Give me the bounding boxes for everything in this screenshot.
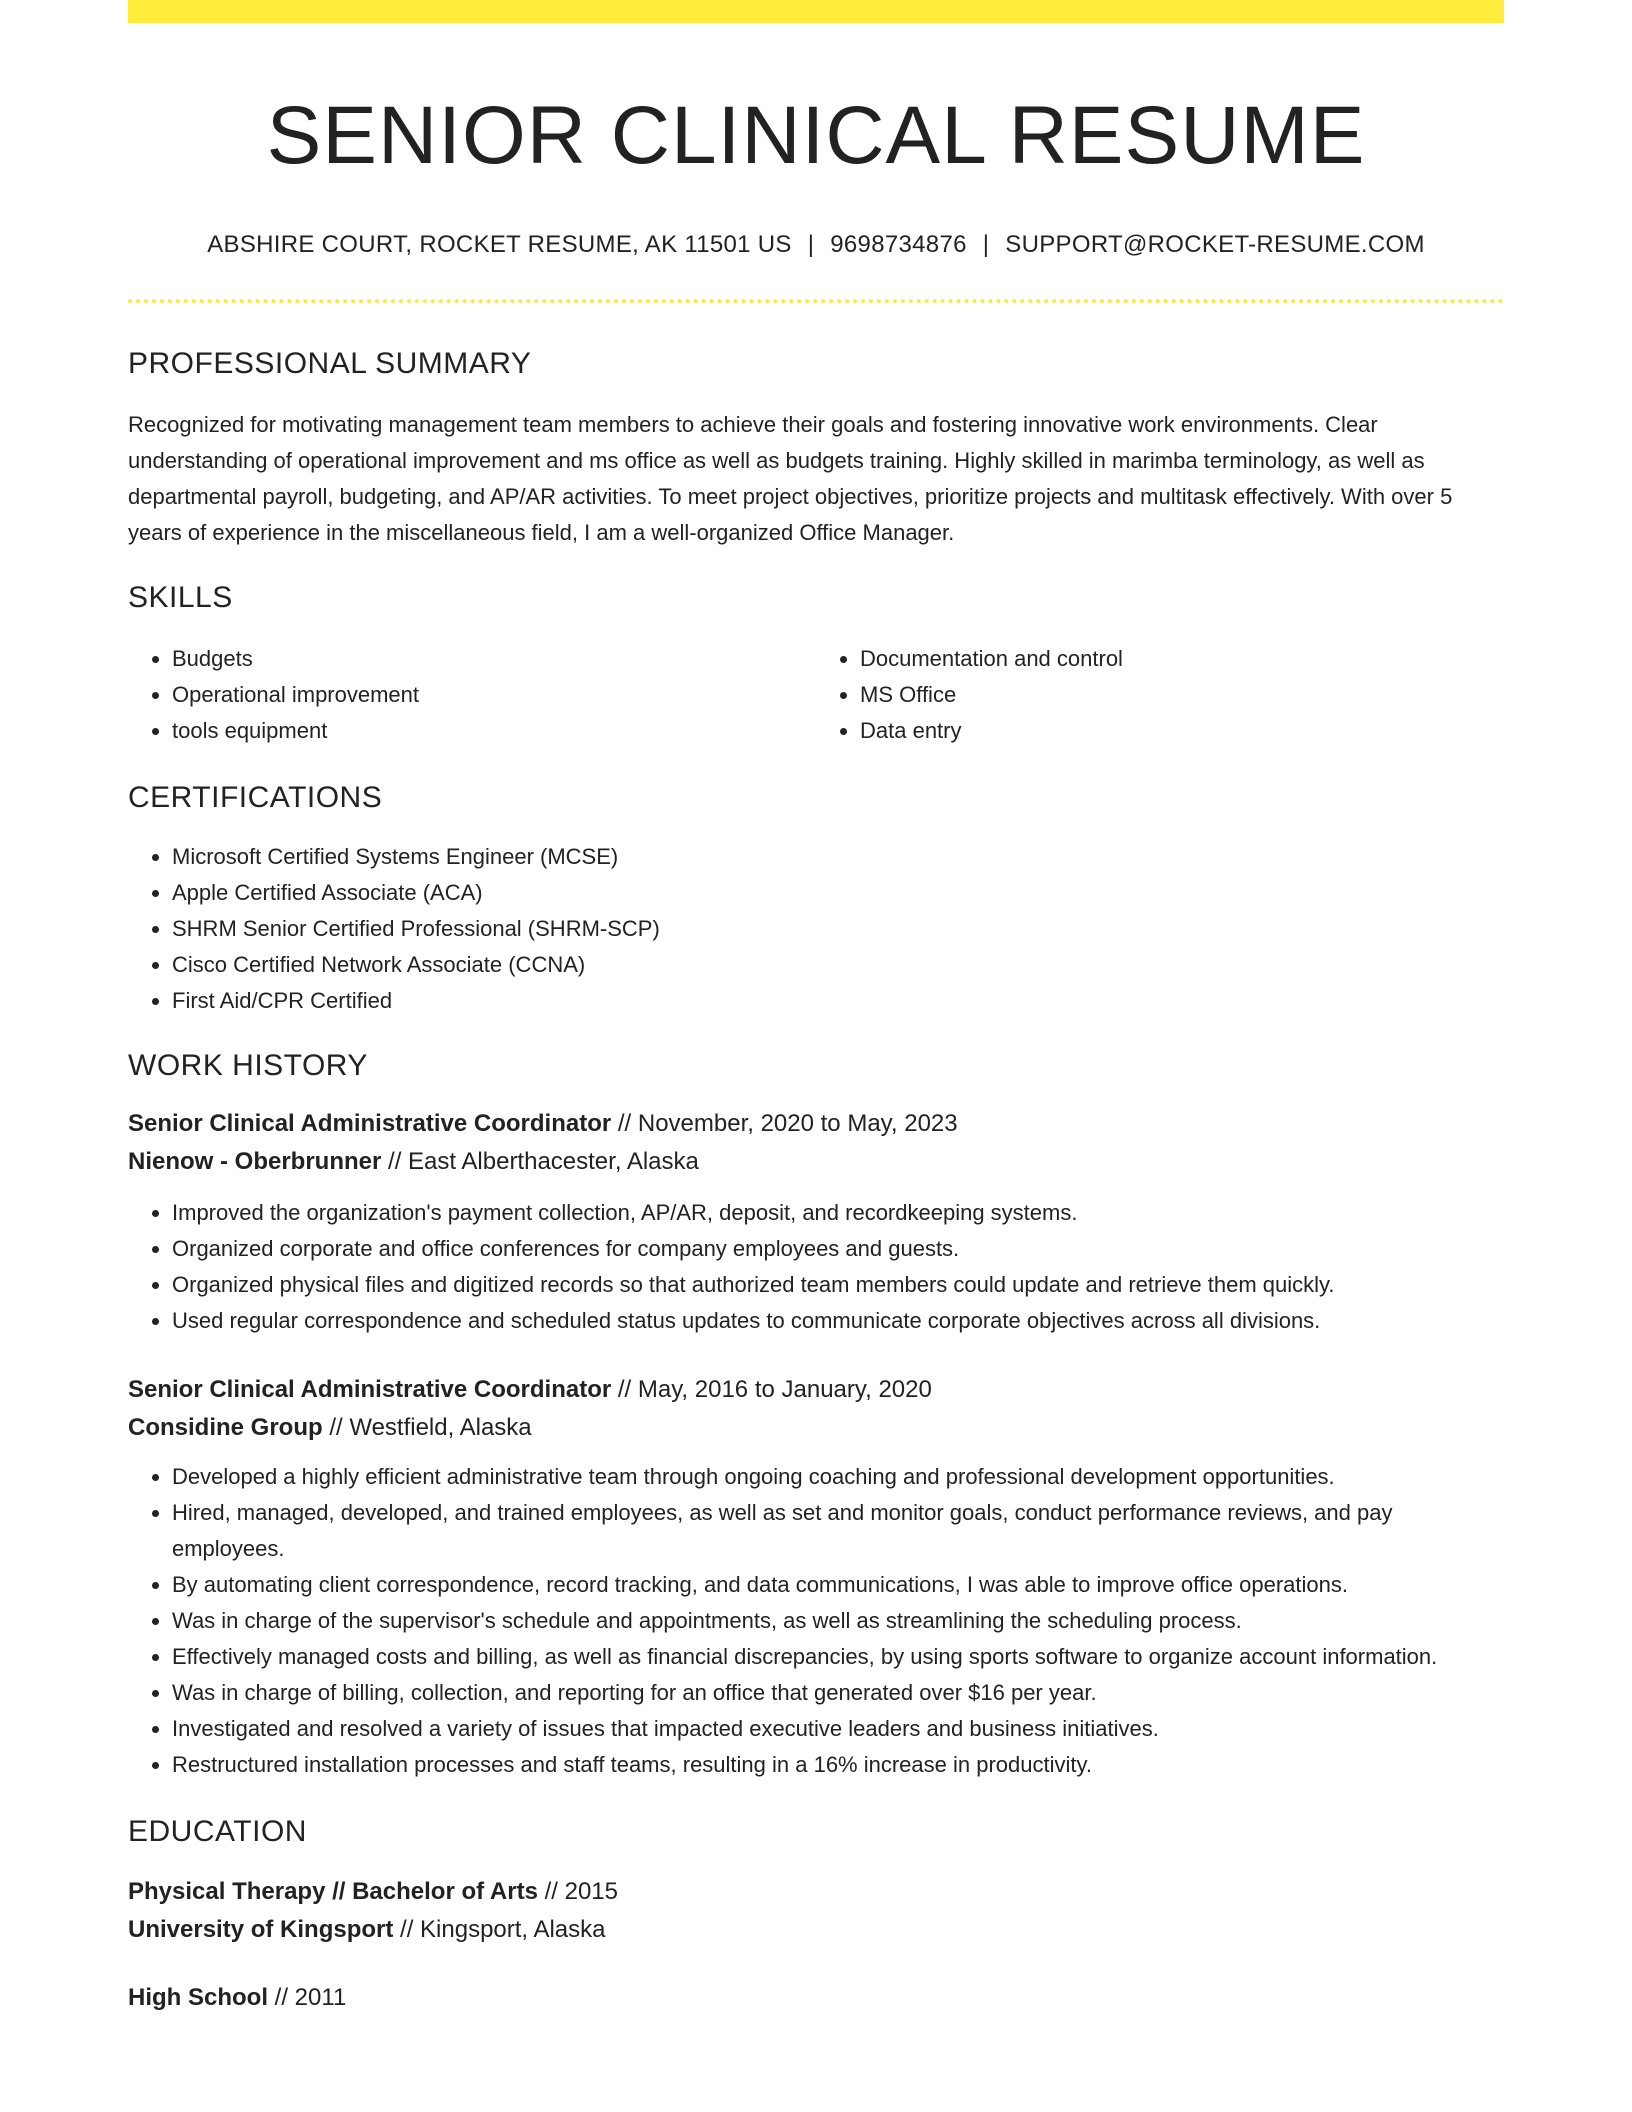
certification-item: • First Aid/CPR Certified	[172, 983, 1504, 1019]
job-bullet: • By automating client correspondence, record tracking, and data communications, I was able to improve office operations.	[172, 1567, 1504, 1603]
summary-text: Recognized for motivating management team members to achieve their goals and fostering innovative work environments. Clear understanding of operational improvement and ms office as well as budgets training. Highly skilled in marimba terminology, as well as departmental payroll, budgeting, and AP/AR activities. To meet project objectives, prioritize projects and multitask effectively. With over 5 years of experience in the miscellaneous field, I am a well-organized Office Manager.	[128, 412, 1453, 546]
job-dates: // November, 2020 to May, 2023	[617, 1110, 958, 1138]
job-company: Considine Group	[128, 1414, 323, 1442]
certification-item: • Apple Certified Associate (ACA)	[172, 875, 1504, 911]
job-bullet: • Restructured installation processes and staff teams, resulting in a 16% increase in productivity.	[172, 1747, 1504, 1783]
certification-item: • SHRM Senior Certified Professional (SHRM-SCP)	[172, 911, 1504, 947]
job-bullets	[128, 1459, 1504, 1783]
job-bullet: • Organized physical files and digitized records so that authorized team members could update and retrieve them quickly.	[172, 1267, 1504, 1303]
job-role: Senior Clinical Administrative Coordinator	[128, 1110, 612, 1138]
job-bullet: • Used regular correspondence and scheduled status updates to communicate corporate objectives across all divisions.	[172, 1303, 1504, 1339]
job-bullet: • Was in charge of the supervisor's schedule and appointments, as well as streamlining the scheduling process.	[172, 1603, 1504, 1639]
skills-columns	[128, 641, 1504, 749]
summary-heading: PROFESSIONAL SUMMARY	[128, 347, 532, 381]
skill-item: • Data entry	[860, 713, 1504, 749]
job-bullet: • Developed a highly efficient administrative team through ongoing coaching and professional development opportunities.	[172, 1459, 1504, 1495]
certification-item: • Microsoft Certified Systems Engineer (MCSE)	[172, 839, 1504, 875]
education-year: // 2011	[274, 1984, 347, 2012]
job-role-line	[128, 1371, 1504, 1409]
skills-list-right	[816, 641, 1504, 749]
certification-item: • Cisco Certified Network Associate (CCNA)	[172, 947, 1504, 983]
education-school: University of Kingsport	[128, 1916, 394, 1944]
education-heading: EDUCATION	[128, 1815, 307, 1849]
accent-bar	[128, 0, 1504, 23]
skill-item: • MS Office	[860, 677, 1504, 713]
education-degree: Physical Therapy // Bachelor of Arts	[128, 1878, 538, 1906]
job-bullet: • Was in charge of billing, collection, and reporting for an office that generated over $16 per year.	[172, 1675, 1504, 1711]
skill-item: • Documentation and control	[860, 641, 1504, 677]
work-history-heading: WORK HISTORY	[128, 1049, 368, 1083]
education-degree: High School	[128, 1984, 268, 2012]
certifications-list	[128, 839, 1504, 1019]
contact-separator: |	[807, 231, 815, 259]
resume-title: SENIOR CLINICAL RESUME	[266, 90, 1366, 181]
job-location: // Westfield, Alaska	[329, 1414, 532, 1442]
education-entry	[128, 1873, 1504, 1949]
education-degree-line	[128, 1979, 1504, 2017]
job-bullet: • Hired, managed, developed, and trained employees, as well as set and monitor goals, conduct performance reviews, and pay employees.	[172, 1495, 1504, 1567]
job-company-line	[128, 1143, 1504, 1181]
contact-address: ABSHIRE COURT, ROCKET RESUME, AK 11501 US	[207, 231, 792, 259]
job-entry	[128, 1371, 1504, 1783]
contact-separator: |	[982, 231, 990, 259]
header-divider	[128, 299, 1504, 303]
contact-line	[128, 231, 1504, 259]
job-dates: // May, 2016 to January, 2020	[617, 1376, 932, 1404]
job-role-line	[128, 1105, 1504, 1143]
education-school-line	[128, 1911, 1504, 1949]
contact-email[interactable]: SUPPORT@ROCKET-RESUME.COM	[1005, 231, 1425, 259]
education-location: // Kingsport, Alaska	[400, 1916, 606, 1944]
skill-item: • Operational improvement	[172, 677, 816, 713]
job-bullet: • Organized corporate and office conferences for company employees and guests.	[172, 1231, 1504, 1267]
skills-heading: SKILLS	[128, 581, 233, 615]
job-bullet: • Investigated and resolved a variety of issues that impacted executive leaders and business initiatives.	[172, 1711, 1504, 1747]
skill-item: • tools equipment	[172, 713, 816, 749]
job-company: Nienow - Oberbrunner	[128, 1148, 382, 1176]
job-role: Senior Clinical Administrative Coordinator	[128, 1376, 612, 1404]
job-bullet: • Improved the organization's payment collection, AP/AR, deposit, and recordkeeping systems.	[172, 1195, 1504, 1231]
certifications-heading: CERTIFICATIONS	[128, 781, 383, 815]
job-bullets	[128, 1195, 1504, 1339]
education-year: // 2015	[544, 1878, 618, 1906]
skills-list-left	[128, 641, 816, 749]
contact-phone[interactable]: 9698734876	[830, 231, 967, 259]
resume-page	[128, 0, 1504, 2017]
education-entry	[128, 1979, 1504, 2017]
education-degree-line	[128, 1873, 1504, 1911]
job-bullet: • Effectively managed costs and billing, as well as financial discrepancies, by using sports software to organize account information.	[172, 1639, 1504, 1675]
job-company-line	[128, 1409, 1504, 1447]
skill-item: • Budgets	[172, 641, 816, 677]
job-location: // East Alberthacester, Alaska	[388, 1148, 699, 1176]
job-entry	[128, 1105, 1504, 1339]
